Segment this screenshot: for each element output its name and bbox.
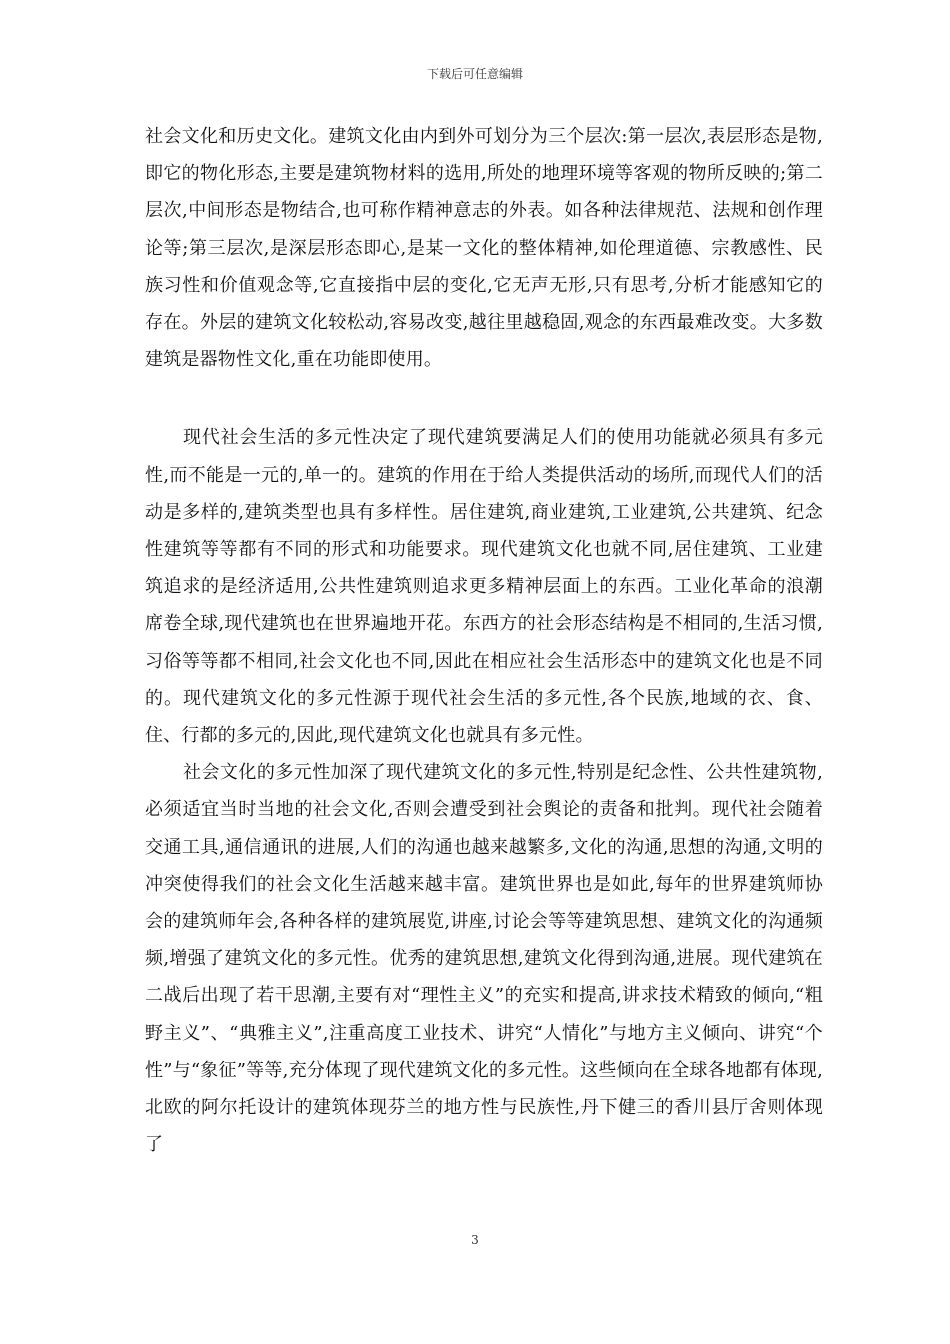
paragraph-3: 社会文化的多元性加深了现代建筑文化的多元性,特别是纪念性、公共性建筑物,必须适宜当时当地的社会文化,否则会遭受到社会舆论的责备和批判。现代社会随着交通工具,通信通讯的进展,人们的沟通也越来越繁多,文化的沟通,思想的沟通,文明的冲突使得我们的社会文化生活越来越丰富。建筑世界也是如此,每年的世界建筑师协会的建筑师年会,各种各样的建筑展览,讲座,讨论会等等建筑思想、建筑文化的沟通频频,增强了建筑文化的多元性。优秀的建筑思想,建筑文化得到沟通,进展。现代建筑在二战后出现了若干思潮,主要有对“理性主义”的充实和提高,讲求技术精致的倾向,“粗野主义”、“典雅主义”,注重高度工业技术、讲究“人情化”与地方主义倾向、讲究“个性”与“象征”等等,充分体现了现代建筑文化的多元性。这些倾向在全球各地都有体现,北欧的阿尔托设计的建筑体现芬兰的地方性与民族性,丹下健三的香川县厅舍则体现了 (145, 762, 823, 1156)
page-header: 下载后可任意编辑 (426, 67, 523, 81)
page-number: 3 (471, 1233, 479, 1247)
paragraph-1: 社会文化和历史文化。建筑文化由内到外可划分为三个层次:第一层次,表层形态是物,即它的物化形态,主要是建筑物材料的选用,所处的地理环境等客观的物所反映的;第二层次,中间形态是物结合,也可称作精神意志的外表。如各种法律规范、法规和创作理论等;第三层次,是深层形态即心,是某一文化的整体精神,如伦理道德、宗教感性、民族习性和价值观念等,它直接指中层的变化,它无声无形,只有思考,分析才能感知它的存在。外层的建筑文化较松动,容易改变,越往里越稳固,观念的东西最难改变。大多数建筑是器物性文化,重在功能即使用。 (145, 126, 823, 371)
paragraph-2: 现代社会生活的多元性决定了现代建筑要满足人们的使用功能就必须具有多元性,而不能是一元的,单一的。建筑的作用在于给人类提供活动的场所,而现代人们的活动是多样的,建筑类型也具有多样性。居住建筑,商业建筑,工业建筑,公共建筑、纪念性建筑等等都有不同的形式和功能要求。现代建筑文化也就不同,居住建筑、工业建筑追求的是经济适用,公共性建筑则追求更多精神层面上的东西。工业化革命的浪潮席卷全球,现代建筑也在世界遍地开花。东西方的社会形态结构是不相同的,生活习惯,习俗等等都不相同,社会文化也不同,因此在相应社会生活形态中的建筑文化也是不同的。现代建筑文化的多元性源于现代社会生活的多元性,各个民族,地域的衣、食、住、行都的多元的,因此,现代建筑文化也就具有多元性。 (145, 427, 823, 747)
document-body (145, 118, 823, 1163)
